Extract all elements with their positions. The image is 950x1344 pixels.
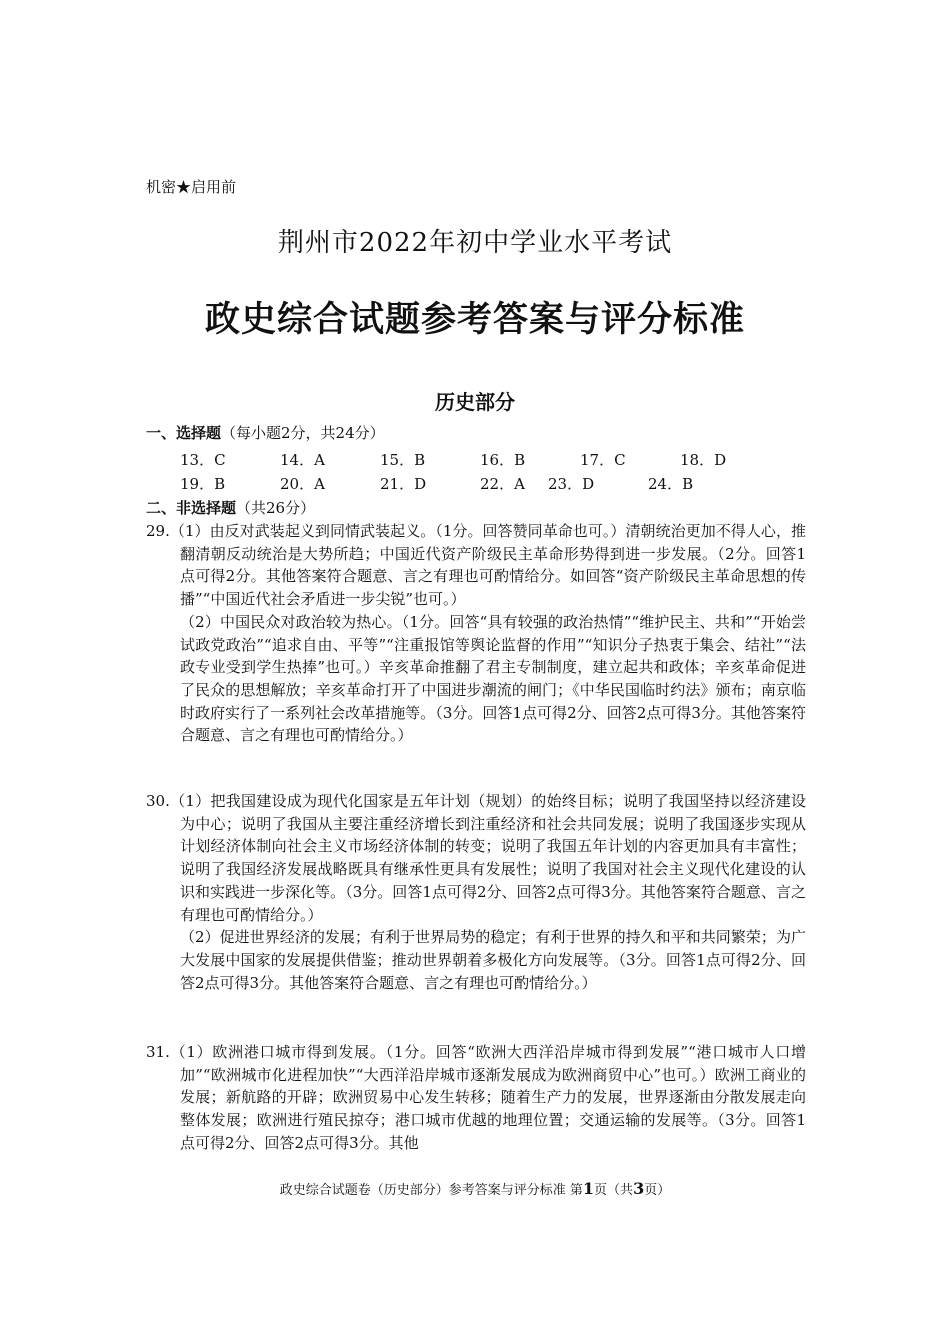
question-29 [146, 520, 806, 747]
answer-14: 14．A [280, 451, 325, 469]
answer-13: 13．C [180, 451, 226, 469]
answer-24: 24．B [648, 475, 694, 493]
q31-part1: 31.（1）欧洲港口城市得到发展。（1分。回答“欧洲大西洋沿岸城市得到发展”“港口城市人口增加”“欧洲城市化进程加快”“大西洋沿岸城市逐渐发展成为欧洲商贸中心”也可。）欧洲工商业的发展；新航路的开辟；欧洲贸易中心发生转移；随着生产力的发展，世界逐渐由分散发展走向整体发展；欧洲进行殖民掠夺；港口城市优越的地理位置；交通运输的发展等。（3分。回答1点可得2分、回答2点可得3分。其他 [146, 1043, 806, 1152]
answer-19: 19．B [180, 475, 226, 493]
answer-15: 15．B [380, 451, 426, 469]
q29-part1: 29.（1）由反对武装起义到同情武装起义。（1分。回答赞同革命也可。）清朝统治更加不得人心，推翻清朝反动统治是大势所趋；中国近代资产阶级民主革命形势得到进一步发展。（2分。回答1点可得2分。其他答案符合题意、言之有理也可酌情给分。如回答“资产阶级民主革命思想的传播”“中国近代社会矛盾进一步尖锐”也可。） [146, 522, 806, 609]
part1-heading-note: （每小题2分，共24分） [221, 424, 385, 442]
footer-page-number: 1 [582, 1179, 595, 1198]
question-31 [146, 1041, 806, 1155]
answer-16: 16．B [480, 451, 526, 469]
part2-heading [146, 497, 315, 518]
page-footer: 政史综合试题卷（历史部分）参考答案与评分标准 第1页（共3页） [279, 1179, 671, 1198]
answer-20: 20．A [280, 475, 325, 493]
q30-part1: 30.（1）把我国建设成为现代化国家是五年计划（规划）的始终目标；说明了我国坚持以经济建设为中心；说明了我国从主要注重经济增长到注重经济和社会共同发展；说明了我国逐步实现从计划经济体制向社会主义市场经济体制的转变；说明了我国五年计划的内容更加具有丰富性；说明了我国经济发展战略既具有继承性更具有发展性；说明了我国对社会主义现代化建设的认识和实践进一步深化等。（3分。回答1点可得2分、回答2点可得3分。其他答案符合题意、言之有理也可酌情给分。） [146, 792, 806, 924]
answer-21: 21．D [380, 475, 427, 493]
part2-heading-note: （共26分） [236, 499, 316, 517]
answer-17: 17．C [580, 451, 626, 469]
section-title: 历史部分 [435, 390, 515, 414]
question-30 [146, 790, 806, 994]
footer-page-total: 3 [633, 1179, 645, 1198]
answer-22: 22．A [480, 475, 525, 493]
q30-part2: （2）促进世界经济的发展；有利于世界局势的稳定；有利于世界的持久和平和共同繁荣；为广大发展中国家的发展提供借鉴；推动世界朝着多极化方向发展等。（3分。回答1点可得2分、回答2点可得3分。其他答案符合题意、言之有理也可酌情给分。） [180, 928, 806, 992]
answer-23: 23．D [548, 475, 595, 493]
q29-part2: （2）中国民众对政治较为热心。（1分。回答“具有较强的政治热情”“维护民主、共和”“开始尝试政党政治”“追求自由、平等”“注重报馆等舆论监督的作用”“知识分子热衷于集会、结社”“法政专业受到学生热捧”也可。）辛亥革命推翻了君主专制制度，建立起共和政体；辛亥革命促进了民众的思想解放；辛亥革命打开了中国进步潮流的闸门；《中华民国临时约法》颁布；南京临时政府实行了一系列社会改革措施等。（3分。回答1点可得2分、回答2点可得3分。其他答案符合题意、言之有理也可酌情给分。） [180, 612, 806, 745]
part1-heading-label: 一、选择题 [146, 424, 222, 442]
exam-title: 荆州市2022年初中学业水平考试 [277, 228, 673, 258]
secret-label: 机密★启用前 [146, 178, 237, 196]
part1-heading [146, 422, 385, 443]
answer-18: 18．D [680, 451, 727, 469]
document-title: 政史综合试题参考答案与评分标准 [204, 300, 745, 340]
part2-heading-label: 二、非选择题 [146, 499, 237, 517]
